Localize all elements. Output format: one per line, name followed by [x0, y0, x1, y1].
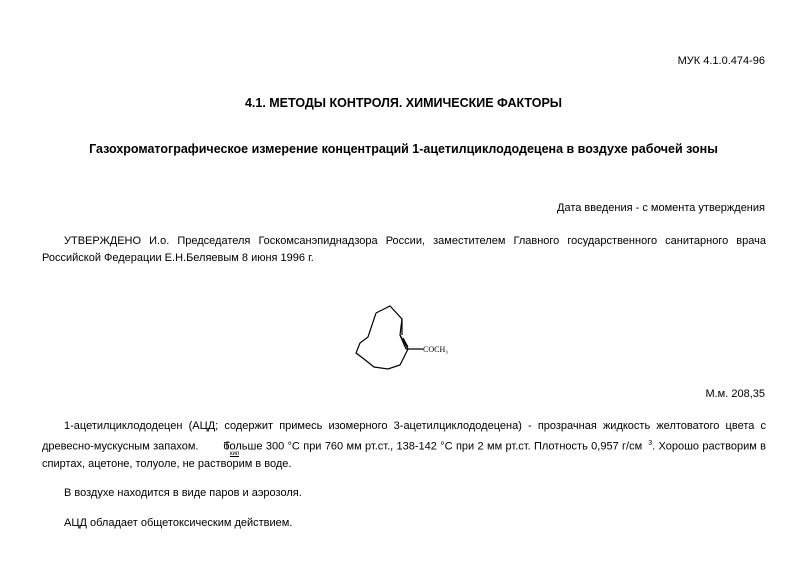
- description-part1: 1-ацетилциклододецен (АЦД; содержит примесь изомерного 3-ацетилциклододецена) - прозрачная жидкость желтоватого цвета с древесно-мускусным запахом.: [42, 420, 766, 453]
- boiling-point-symbol: [202, 441, 220, 453]
- document-title: Газохроматографическое измерение концентраций 1-ацетилциклододецена в воздухе рабочей зоны: [89, 142, 718, 156]
- introduction-date: Дата введения - с момента утверждения: [557, 202, 765, 214]
- state-paragraph: В воздухе находится в виде паров и аэрозоля.: [64, 487, 302, 499]
- structural-formula: [350, 305, 460, 375]
- description-part2: больше 300 °С при 760 мм рт.ст., 138-142 °С при 2 мм рт.ст. Плотность 0,957 г/см: [223, 440, 643, 453]
- substituent-label: COCH₃: [423, 345, 449, 354]
- description-part3: . Хорошо растворим в спиртах, ацетоне, толуоле, не растворим в воде.: [42, 440, 767, 470]
- section-title: 4.1. МЕТОДЫ КОНТРОЛЯ. ХИМИЧЕСКИЕ ФАКТОРЫ: [244, 96, 563, 110]
- document-code: МУК 4.1.0.474-96: [677, 55, 765, 67]
- action-paragraph: АЦД обладает общетоксическим действием.: [64, 517, 293, 529]
- density-unit-superscript: 3: [648, 440, 653, 447]
- description-paragraph: [42, 418, 766, 473]
- approval-paragraph: УТВЕРЖДЕНО И.о. Председателя Госкомсанэпиднадзора России, заместителем Главного государственного санитарного врача Российской Федерации Е.Н.Беляевым 8 июня 1996 г.: [42, 235, 766, 264]
- molecular-weight: М.м. 208,35: [705, 388, 765, 400]
